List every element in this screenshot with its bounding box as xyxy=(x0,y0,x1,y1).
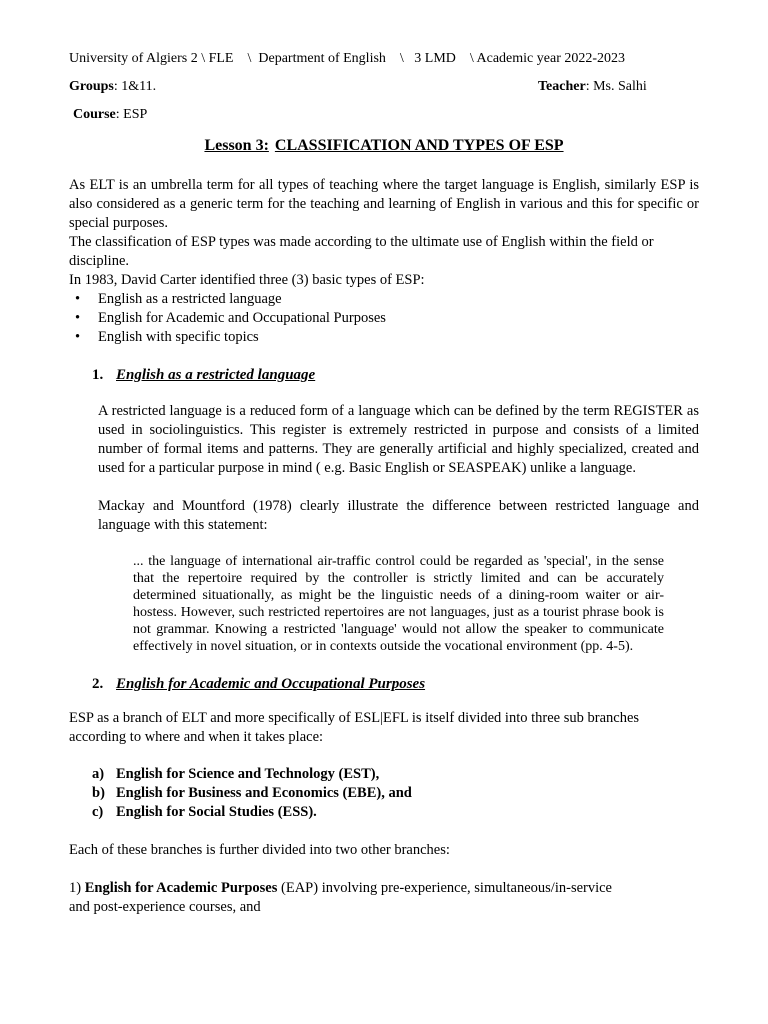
groups-teacher-row xyxy=(69,77,699,97)
teacher-value: : Ms. Salhi xyxy=(585,79,647,94)
list-item: • English with specific topics xyxy=(69,328,699,347)
lesson-number: Lesson 3: xyxy=(204,137,269,154)
eap-description: (EAP) involving pre-experience, simultaneous/in-service xyxy=(277,880,612,896)
section-2-paragraph-1: ESP as a branch of ELT and more specifically of ESL|EFL is itself divided into three sub branches according to where and when it takes place: xyxy=(69,710,640,745)
section-1-paragraph-1: A restricted language is a reduced form of a language which can be defined by the term REGISTER as used in sociolinguistics. This register is extremely restricted in purpose and consists of a limited number of formal items and patterns. They are generally artificial and highly specialized, created and used for a particular purpose in mind ( e.g. Basic English or SEASPEAK) unlike a language. xyxy=(98,403,699,476)
eap-term: English for Academic Purposes xyxy=(84,880,278,896)
course-value: : ESP xyxy=(115,107,148,122)
section-2-number: 2. xyxy=(92,676,104,692)
intro-paragraph-2: The classification of ESP types was made according to the ultimate use of English within the field or discipline. xyxy=(69,234,654,269)
list-item: c) English for Social Studies (ESS). xyxy=(92,804,317,820)
groups-label: Groups xyxy=(69,79,114,94)
intro-paragraph-3: In 1983, David Carter identified three (3) basic types of ESP: xyxy=(69,272,425,288)
eap-paragraph xyxy=(69,879,699,917)
lesson-title xyxy=(69,135,699,157)
section-2-heading xyxy=(69,675,699,694)
groups-info xyxy=(69,77,156,96)
university-header: University of Algiers 2 \ FLE \ Department of English \ 3 LMD \ Academic year 2022-2023 xyxy=(69,51,626,66)
list-item: • English for Academic and Occupational Purposes xyxy=(69,309,699,328)
lesson-title-text: CLASSIFICATION AND TYPES OF ESP xyxy=(274,137,564,154)
section-1-heading xyxy=(69,366,699,385)
course-label: Course xyxy=(73,107,116,122)
teacher-label: Teacher xyxy=(538,79,586,94)
section-1-title: English as a restricted language xyxy=(116,367,316,383)
intro-paragraph-1: As ELT is an umbrella term for all types of teaching where the target language is English, similarly ESP is also considered as a generic term for the teaching and learning of English in various and this for specific or special purposes. xyxy=(69,177,699,231)
list-item: a) English for Science and Technology (EST), xyxy=(92,766,380,782)
section-1-number: 1. xyxy=(92,367,104,383)
list-item: b) English for Business and Economics (EBE), and xyxy=(92,785,412,801)
eap-description-line-2: and post-experience courses, and xyxy=(69,899,261,915)
branches-list xyxy=(69,765,699,822)
section-2-paragraph-2: Each of these branches is further divided into two other branches: xyxy=(69,842,450,858)
section-1-paragraph-2: Mackay and Mountford (1978) clearly illustrate the difference between restricted language and language with this statement: xyxy=(98,498,699,533)
list-item: • English as a restricted language xyxy=(69,290,699,309)
block-quote: ... the language of international air-traffic control could be regarded as 'special', in the sense that the repertoire required by the controller is strictly limited and can be accurately determined situationally, as might be the linguistic needs of a dining-room waiter or air-hostess. However, such restricted repertoires are not languages, just as a tourist phrase book is not grammar. Knowing a restricted 'language' would not allow the speaker to communicate effectively in novel situation, or in contexts outside the vocational environment (pp. 4-5). xyxy=(133,554,664,654)
course-info xyxy=(69,105,699,125)
teacher-info xyxy=(538,77,647,96)
esp-types-list xyxy=(69,290,699,347)
document-page xyxy=(69,49,699,917)
eap-number: 1) xyxy=(69,880,85,896)
section-2-title: English for Academic and Occupational Purposes xyxy=(116,676,426,692)
groups-value: : 1&11. xyxy=(113,79,157,94)
